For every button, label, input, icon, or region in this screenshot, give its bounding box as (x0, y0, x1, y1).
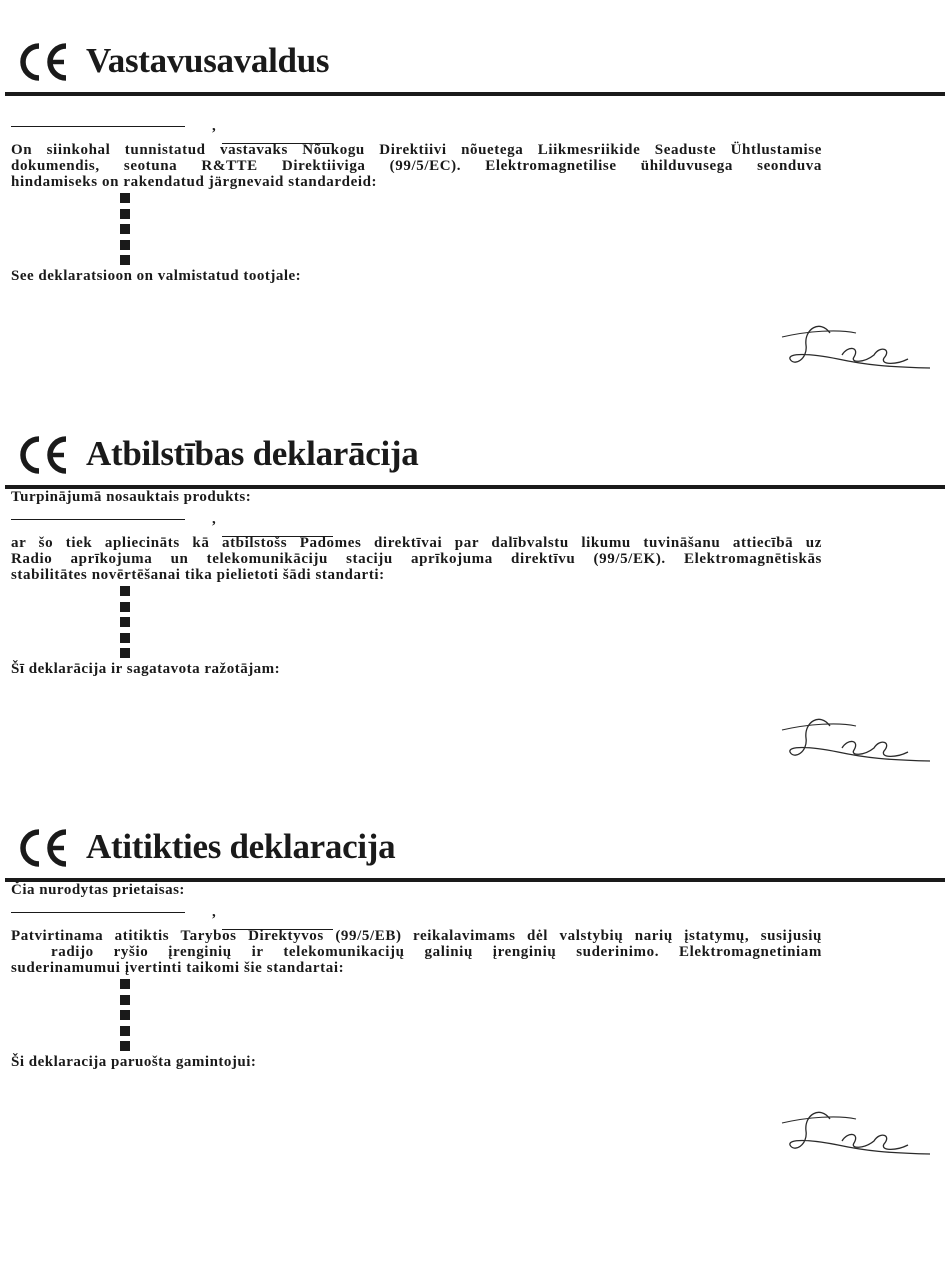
declaration-estonian (0, 0, 950, 393)
standard-bullet (120, 633, 130, 643)
body-line: suderinamumui įvertinti taikomi šie standartai: (11, 960, 345, 976)
ce-mark-icon (18, 435, 70, 475)
standard-bullet (120, 209, 130, 219)
ce-mark-icon (18, 828, 70, 868)
product-name-blank (11, 519, 185, 520)
standard-bullet (120, 995, 130, 1005)
declaration-title: Atbilstības deklarācija (86, 434, 419, 473)
standards-list (120, 586, 130, 664)
declaration-lithuanian (0, 786, 950, 1179)
product-name-blank (11, 912, 185, 913)
standard-bullet (120, 1041, 130, 1051)
product-name-blank (11, 126, 185, 127)
signature (778, 1101, 933, 1161)
body-line: Patvirtinama atitiktis Tarybos Direktyvos (99/5/EB) reikalavimams dėl valstybių narių įstatymų, susijusių (11, 928, 822, 944)
title-divider (5, 92, 945, 96)
declaration-body (11, 535, 822, 583)
blank-separator: , (212, 511, 216, 527)
body-line: On siinkohal tunnistatud vastavaks Nõukogu Direktiivi nõuetega Liikmesriikide Seaduste Ühtlustamise (11, 142, 822, 158)
declaration-body (11, 928, 822, 976)
body-line: dokumendis, seotuna R&TTE Direktiiviga (99/5/EC). Elektromagnetilise ühilduvusega seonduva (11, 158, 822, 174)
manufacturer-note: Šī deklarācija ir sagatavota ražotājam: (11, 661, 281, 677)
standard-bullet (120, 1026, 130, 1036)
standard-bullet (120, 193, 130, 203)
standard-bullet (120, 586, 130, 596)
body-line: ar šo tiek apliecināts kā atbilstošs Padomes direktīvai par dalībvalstu likumu tuvināšanu attiecībā uz (11, 535, 822, 551)
signature (778, 708, 933, 768)
standard-bullet (120, 255, 130, 265)
body-line: stabilitātes novērtēšanai tika pielietoti šādi standarti: (11, 567, 385, 583)
product-intro: Čia nurodytas prietaisas: (11, 882, 185, 898)
declaration-title: Atitikties deklaracija (86, 827, 396, 866)
ce-mark-icon (18, 42, 70, 82)
manufacturer-note: Ši deklaracija paruošta gamintojui: (11, 1054, 257, 1070)
declaration-title: Vastavusavaldus (86, 41, 330, 80)
standard-bullet (120, 979, 130, 989)
standard-bullet (120, 240, 130, 250)
blank-separator: , (212, 118, 216, 134)
body-line: hindamiseks on rakendatud järgnevaid standardeid: (11, 174, 378, 190)
signature (778, 315, 933, 375)
declaration-latvian (0, 393, 950, 786)
body-line: Radio aprīkojuma un telekomunikāciju staciju aprīkojuma direktīvu (99/5/EK). Elektromagnētiskās (11, 551, 822, 567)
declaration-body (11, 142, 822, 190)
blank-separator: , (212, 904, 216, 920)
product-intro: Turpinājumā nosauktais produkts: (11, 489, 252, 505)
body-line: radijo ryšio įrenginių ir telekomunikacijų galinių įrenginių suderinimo. Elektromagnetiniam (51, 944, 822, 960)
manufacturer-note: See deklaratsioon on valmistatud tootjale: (11, 268, 302, 284)
standard-bullet (120, 617, 130, 627)
standards-list (120, 979, 130, 1057)
standards-list (120, 193, 130, 271)
standard-bullet (120, 602, 130, 612)
standard-bullet (120, 648, 130, 658)
standard-bullet (120, 224, 130, 234)
standard-bullet (120, 1010, 130, 1020)
